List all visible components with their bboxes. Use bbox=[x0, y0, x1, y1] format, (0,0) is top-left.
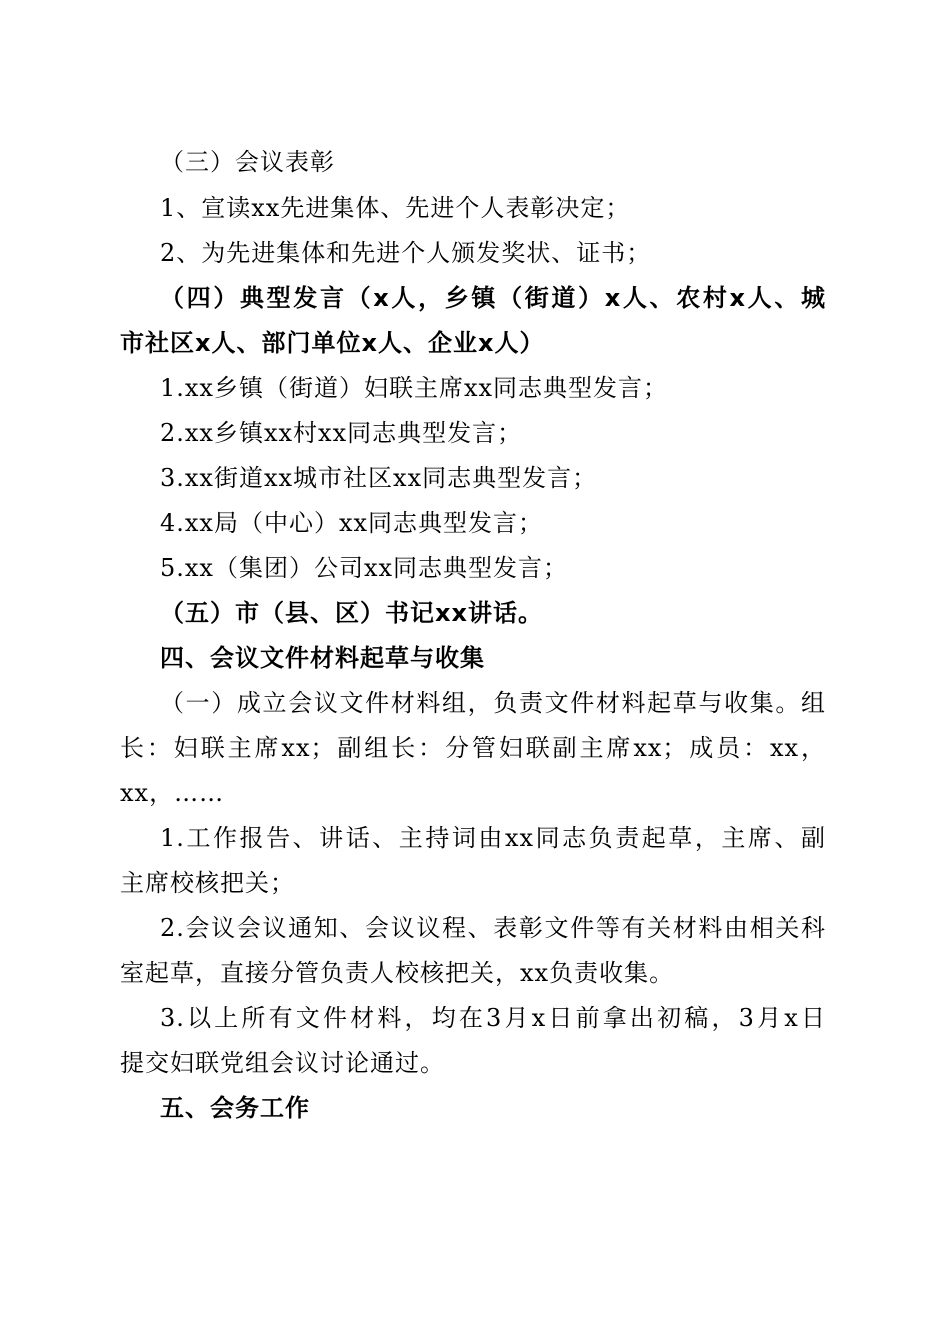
paragraph-line: （一）成立会议文件材料组，负责文件材料起草与收集。组 bbox=[160, 689, 826, 717]
paragraph-line: 1.工作报告、讲话、主持词由xx同志负责起草，主席、副 bbox=[160, 824, 826, 852]
section-heading-meeting-commendation: （三）会议表彰 bbox=[160, 148, 335, 176]
chapter-heading-documents: 四、会议文件材料起草与收集 bbox=[160, 644, 485, 672]
list-item: 1、宣读xx先进集体、先进个人表彰决定； bbox=[160, 194, 631, 222]
section-heading-secretary-speech: （五）市（县、区）书记xx讲话。 bbox=[160, 599, 543, 627]
list-item: 2.xx乡镇xx村xx同志典型发言； bbox=[160, 419, 523, 447]
list-item: 4.xx局（中心）xx同志典型发言； bbox=[160, 509, 544, 537]
list-item: 3.xx街道xx城市社区xx同志典型发言； bbox=[160, 464, 598, 492]
paragraph-line: 3.以上所有文件材料，均在3月x日前拿出初稿，3月x日 bbox=[160, 1004, 826, 1032]
chapter-heading-affairs: 五、会务工作 bbox=[160, 1094, 310, 1122]
section-heading-typical-speech: （四）典型发言（x人，乡镇（街道）x人、农村x人、城 bbox=[160, 284, 826, 312]
paragraph-line: 2.会议会议通知、会议议程、表彰文件等有关材料由相关科 bbox=[160, 914, 826, 942]
paragraph-line: xx，…… bbox=[120, 779, 225, 807]
paragraph-line: 长：妇联主席xx；副组长：分管妇联副主席xx；成员：xx， bbox=[120, 734, 826, 762]
section-heading-typical-speech-cont: 市社区x人、部门单位x人、企业x人） bbox=[120, 329, 545, 357]
paragraph-line: 室起草，直接分管负责人校核把关，xx负责收集。 bbox=[120, 959, 675, 987]
list-item: 1.xx乡镇（街道）妇联主席xx同志典型发言； bbox=[160, 374, 669, 402]
list-item: 5.xx（集团）公司xx同志典型发言； bbox=[160, 554, 569, 582]
paragraph-line: 提交妇联党组会议讨论通过。 bbox=[120, 1049, 445, 1077]
paragraph-line: 主席校核把关； bbox=[120, 869, 295, 897]
list-item: 2、为先进集体和先进个人颁发奖状、证书； bbox=[160, 239, 652, 267]
